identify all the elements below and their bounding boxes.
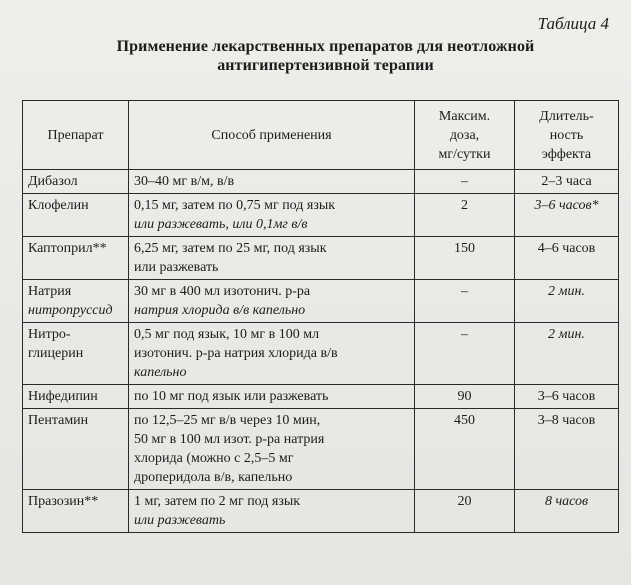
drug-table bbox=[22, 100, 619, 533]
header-max-dose bbox=[415, 101, 515, 170]
method-line: или разжевать, или 0,1мг в/в bbox=[134, 217, 308, 232]
cell-drug bbox=[23, 323, 129, 385]
table-row bbox=[23, 170, 619, 194]
cell-drug bbox=[23, 490, 129, 533]
method-line: или разжевать bbox=[134, 513, 226, 528]
method-line: дроперидола в/в, капельно bbox=[134, 470, 293, 485]
drug-name-line: Нифедипин bbox=[28, 389, 98, 404]
cell-max-dose: – bbox=[415, 323, 515, 385]
cell-duration: 3–6 часов bbox=[515, 385, 619, 409]
header-line: эффекта bbox=[541, 146, 592, 162]
table-header-row bbox=[23, 101, 619, 170]
header-line: доза, bbox=[449, 127, 480, 143]
table-body bbox=[23, 170, 619, 533]
method-line: 1 мг, затем по 2 мг под язык bbox=[134, 494, 301, 509]
table-title bbox=[20, 37, 631, 75]
table-row bbox=[23, 490, 619, 533]
drug-name-line: Натрия bbox=[28, 284, 72, 299]
method-line: 0,15 мг, затем по 0,75 мг под язык bbox=[134, 198, 336, 213]
cell-drug bbox=[23, 385, 129, 409]
table-number-label: Таблица 4 bbox=[537, 14, 609, 33]
cell-method bbox=[129, 385, 415, 409]
method-line: капельно bbox=[134, 365, 187, 380]
cell-duration: 3–8 часов bbox=[515, 409, 619, 490]
drug-name-line: Пентамин bbox=[28, 413, 89, 428]
cell-method bbox=[129, 490, 415, 533]
cell-method bbox=[129, 194, 415, 237]
header-method: Способ применения bbox=[129, 101, 415, 170]
header-drug: Препарат bbox=[23, 101, 129, 170]
method-line: по 12,5–25 мг в/в через 10 мин, bbox=[134, 413, 321, 428]
method-line: 30 мг в 400 мл изотонич. р-ра bbox=[134, 284, 311, 299]
cell-method bbox=[129, 280, 415, 323]
cell-max-dose: 90 bbox=[415, 385, 515, 409]
cell-duration: 2 мин. bbox=[515, 323, 619, 385]
drug-name-line: Празозин** bbox=[28, 494, 99, 509]
header-line: Длитель- bbox=[539, 108, 594, 124]
cell-method bbox=[129, 323, 415, 385]
method-line: 30–40 мг в/м, в/в bbox=[134, 174, 235, 189]
drug-name-line: Каптоприл** bbox=[28, 241, 107, 256]
cell-max-dose: – bbox=[415, 280, 515, 323]
table-title-line-1: Применение лекарственных препаратов для неотложной bbox=[116, 38, 535, 55]
method-line: 0,5 мг под язык, 10 мг в 100 мл bbox=[134, 327, 320, 342]
cell-drug bbox=[23, 409, 129, 490]
cell-method bbox=[129, 409, 415, 490]
cell-drug bbox=[23, 237, 129, 280]
cell-duration: 2–3 часа bbox=[515, 170, 619, 194]
cell-duration: 4–6 часов bbox=[515, 237, 619, 280]
cell-method bbox=[129, 170, 415, 194]
cell-drug bbox=[23, 280, 129, 323]
header-line: мг/сутки bbox=[438, 146, 491, 162]
cell-max-dose: 150 bbox=[415, 237, 515, 280]
cell-duration: 3–6 часов* bbox=[515, 194, 619, 237]
table-title-line-2: антигипертензивной терапии bbox=[217, 57, 434, 74]
method-line: 6,25 мг, затем по 25 мг, под язык bbox=[134, 241, 327, 256]
table-row bbox=[23, 237, 619, 280]
method-line: или разжевать bbox=[134, 260, 219, 275]
table-row bbox=[23, 194, 619, 237]
table-row bbox=[23, 280, 619, 323]
method-line: хлорида (можно с 2,5–5 мг bbox=[134, 451, 294, 466]
method-line: изотонич. р-ра натрия хлорида в/в bbox=[134, 346, 338, 361]
header-duration bbox=[515, 101, 619, 170]
header-line: ность bbox=[549, 127, 584, 143]
cell-method bbox=[129, 237, 415, 280]
cell-max-dose: 2 bbox=[415, 194, 515, 237]
cell-drug bbox=[23, 194, 129, 237]
table-row bbox=[23, 323, 619, 385]
drug-name-line: Нитро- bbox=[28, 327, 71, 342]
drug-name-line: Дибазол bbox=[28, 174, 78, 189]
drug-name-line: Клофелин bbox=[28, 198, 89, 213]
cell-drug bbox=[23, 170, 129, 194]
method-line: по 10 мг под язык или разжевать bbox=[134, 389, 329, 404]
cell-duration: 2 мин. bbox=[515, 280, 619, 323]
method-line: натрия хлорида в/в капельно bbox=[134, 303, 306, 318]
table-row bbox=[23, 409, 619, 490]
header-line: Максим. bbox=[438, 108, 491, 124]
drug-name-line: глицерин bbox=[28, 346, 84, 361]
method-line: 50 мг в 100 мл изот. р-ра натрия bbox=[134, 432, 325, 447]
cell-max-dose: 450 bbox=[415, 409, 515, 490]
drug-name-line: нитропруссид bbox=[28, 303, 113, 318]
cell-duration: 8 часов bbox=[515, 490, 619, 533]
table-row bbox=[23, 385, 619, 409]
cell-max-dose: – bbox=[415, 170, 515, 194]
cell-max-dose: 20 bbox=[415, 490, 515, 533]
